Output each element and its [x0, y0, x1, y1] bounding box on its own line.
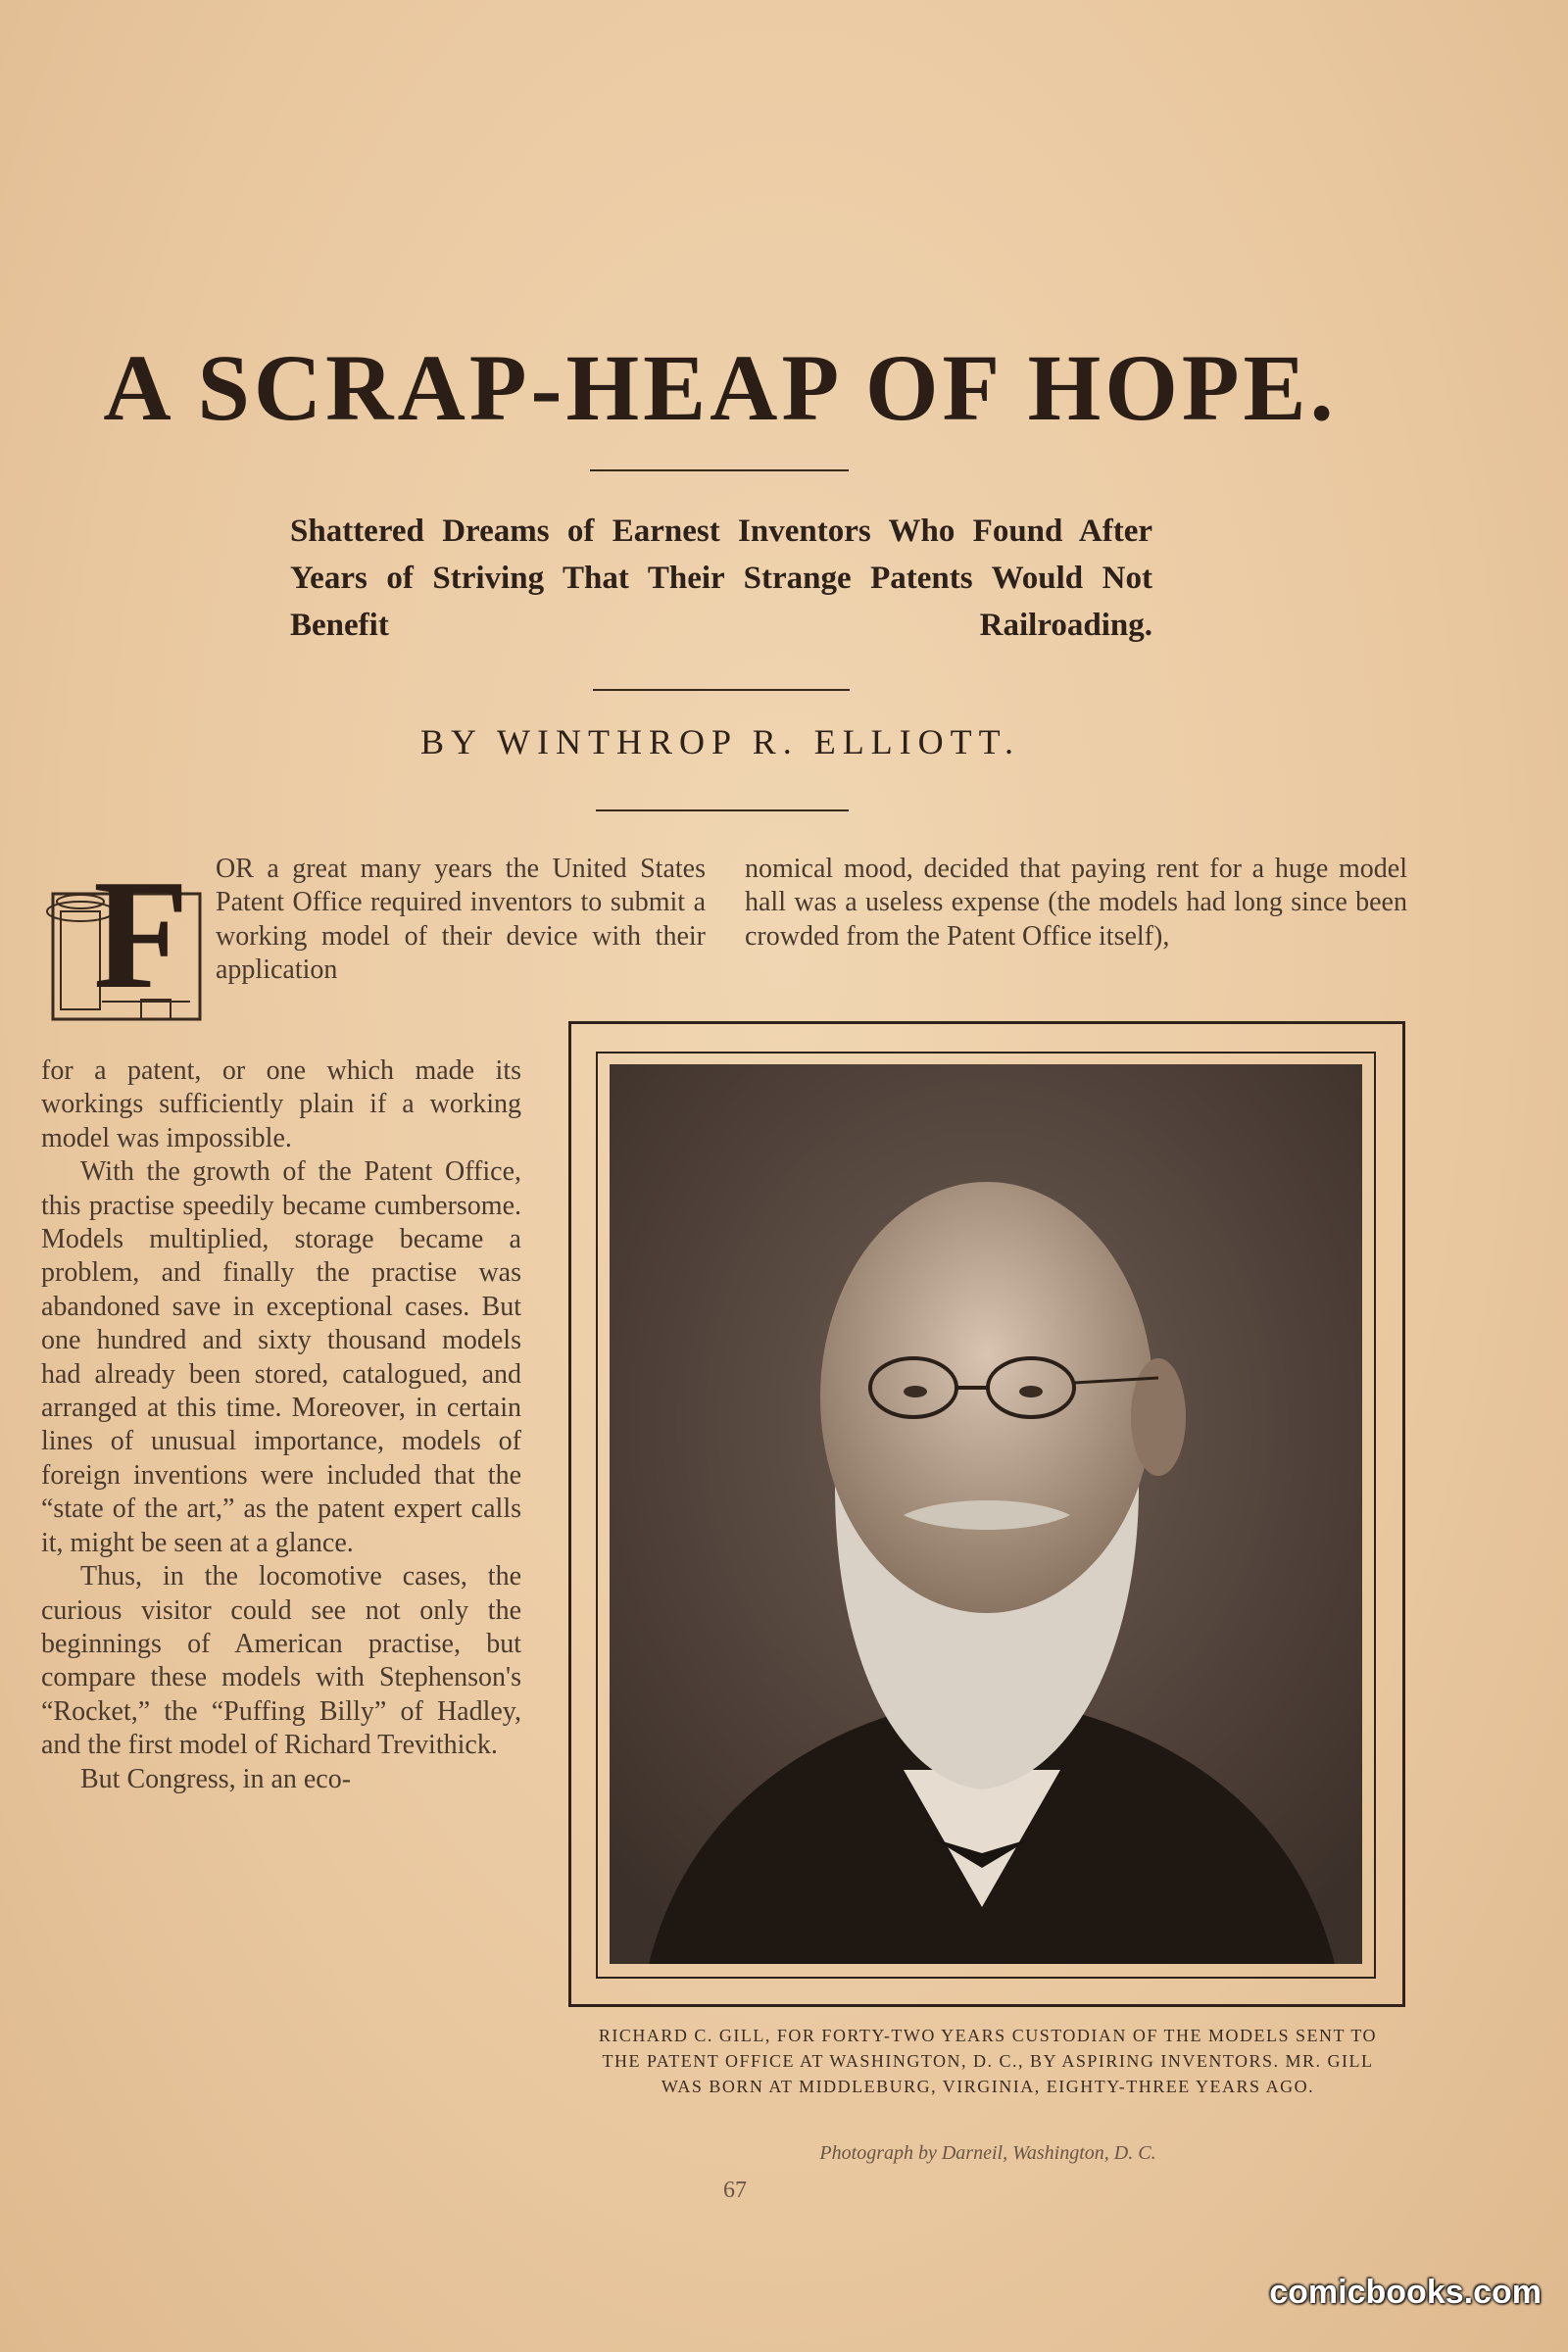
paragraph-3: Thus, in the locomotive cases, the curious visitor could see not only the beginnings of American practise, but compare these models with Stephenson's “Rocket,” the “Puffing Billy” of Hadley, and the first model of Richard Trevithick. [41, 1561, 521, 1761]
portrait-photo [610, 1064, 1362, 1964]
article-subtitle: Shattered Dreams of Earnest Inventors Who Found After Years of Striving That Their Strange Patents Would Not Benefit Railroading. [290, 514, 1152, 643]
site-watermark: comicbooks.com [1269, 2274, 1542, 2311]
column-two [745, 853, 1407, 954]
dropcap-letter: F [93, 855, 189, 1021]
article-byline: BY WINTHROP R. ELLIOTT. [420, 722, 1020, 761]
page-number: 67 [723, 2178, 747, 2203]
photo-credit: Photograph by Darneil, Washington, D. C. [819, 2142, 1156, 2164]
column-one [41, 1054, 521, 1796]
subtitle-rule [593, 689, 850, 691]
title-rule [590, 469, 849, 471]
paragraph-1-start: OR a great many years the United States Patent Office required inventors to submit a working model of their device with their application [216, 854, 706, 986]
article-title: A SCRAP-HEAP OF HOPE. [103, 335, 1338, 440]
column-one-top [216, 853, 706, 988]
paragraph-4: But Congress, in an eco- [80, 1763, 352, 1794]
photo-caption: RICHARD C. GILL, FOR FORTY-TWO YEARS CUSTODIAN OF THE MODELS SENT TO THE PATENT OFFICE AT WASHINGTON, D. C., BY ASPIRING INVENTORS. MR. GILL WAS BORN AT MIDDLEBURG, VIRGINIA, EIGHTY-THREE YEARS AGO. [598, 2026, 1378, 2096]
paragraph-1-end: for a patent, or one which made its workings sufficiently plain if a working model was impossible. [41, 1055, 521, 1153]
paragraph-2: With the growth of the Patent Office, this practise speedily became cumbersome. Models multiplied, storage became a problem, and finally the practise was abandoned save in exceptional cases. But one hundred and sixty thousand models had already been stored, catalogued, and arranged at this time. Moreover, in certain lines of unusual importance, models of foreign inventions were included that the “state of the art,” as the patent expert calls it, might be seen at a glance. [41, 1156, 521, 1558]
byline-rule [596, 809, 849, 811]
dropcap-illustration [43, 855, 210, 1026]
column-two-text: nomical mood, decided that paying rent for a huge model hall was a useless expense (the models had long since been crowded from the Patent Office itself), [745, 854, 1407, 952]
